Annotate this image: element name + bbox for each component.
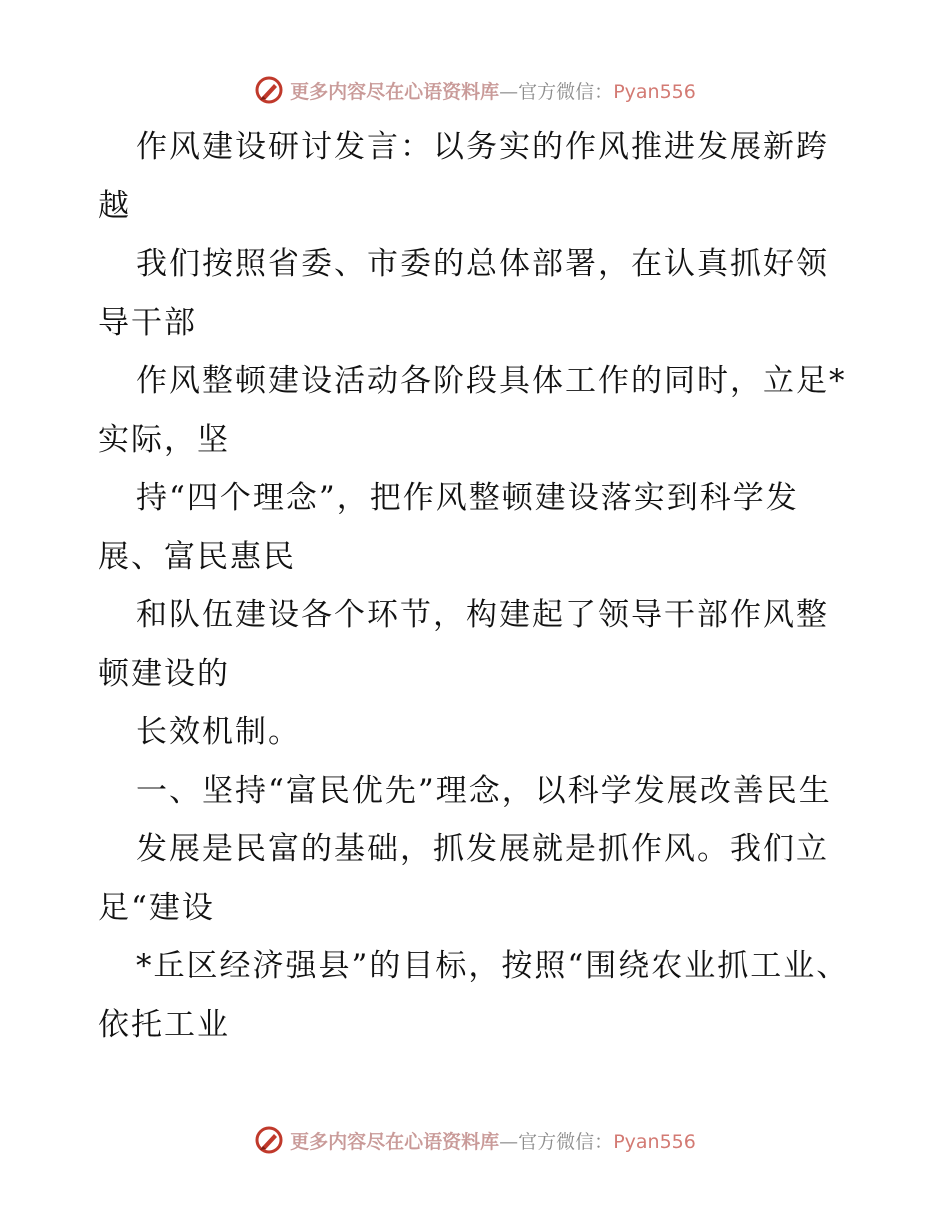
- paragraph-title: 作风建设研讨发言：以务实的作风推进发展新跨越: [98, 129, 829, 224]
- footer-watermark-banner: [0, 1120, 950, 1160]
- paragraph: 和队伍建设各个环节，构建起了领导干部作风整顿建设的: [98, 597, 829, 692]
- banner-wechat-label: 官方微信：: [518, 1130, 614, 1153]
- paragraph: 我们按照省委、市委的总体部署，在认真抓好领导干部: [98, 246, 829, 341]
- banner-wechat-label: 官方微信：: [518, 80, 614, 103]
- document-body: [98, 118, 858, 1054]
- paragraph: *丘区经济强县”的目标，按照“围绕农业抓工业、依托工业: [98, 948, 850, 1043]
- banner-text: [290, 1127, 696, 1154]
- banner-separator: —: [499, 1130, 519, 1153]
- banner-main-text: 更多内容尽在心语资料库: [290, 80, 500, 103]
- banner-separator: —: [499, 80, 519, 103]
- paragraph: 持“四个理念”，把作风整顿建设落实到科学发展、富民惠民: [98, 480, 799, 575]
- header-watermark-banner: [0, 70, 950, 110]
- paragraph: 长效机制。: [136, 714, 301, 750]
- pen-logo-icon: [254, 75, 284, 105]
- banner-wechat-id: Pyan556: [613, 80, 696, 103]
- banner-main-text: 更多内容尽在心语资料库: [290, 1130, 500, 1153]
- paragraph: 发展是民富的基础，抓发展就是抓作风。我们立足“建设: [98, 831, 829, 926]
- banner-text: [290, 77, 696, 104]
- paragraph: 作风整顿建设活动各阶段具体工作的同时，立足*实际，坚: [98, 363, 847, 458]
- banner-wechat-id: Pyan556: [613, 1130, 696, 1153]
- section-heading: 一、坚持“富民优先”理念，以科学发展改善民生: [136, 772, 832, 809]
- pen-logo-icon: [254, 1125, 284, 1155]
